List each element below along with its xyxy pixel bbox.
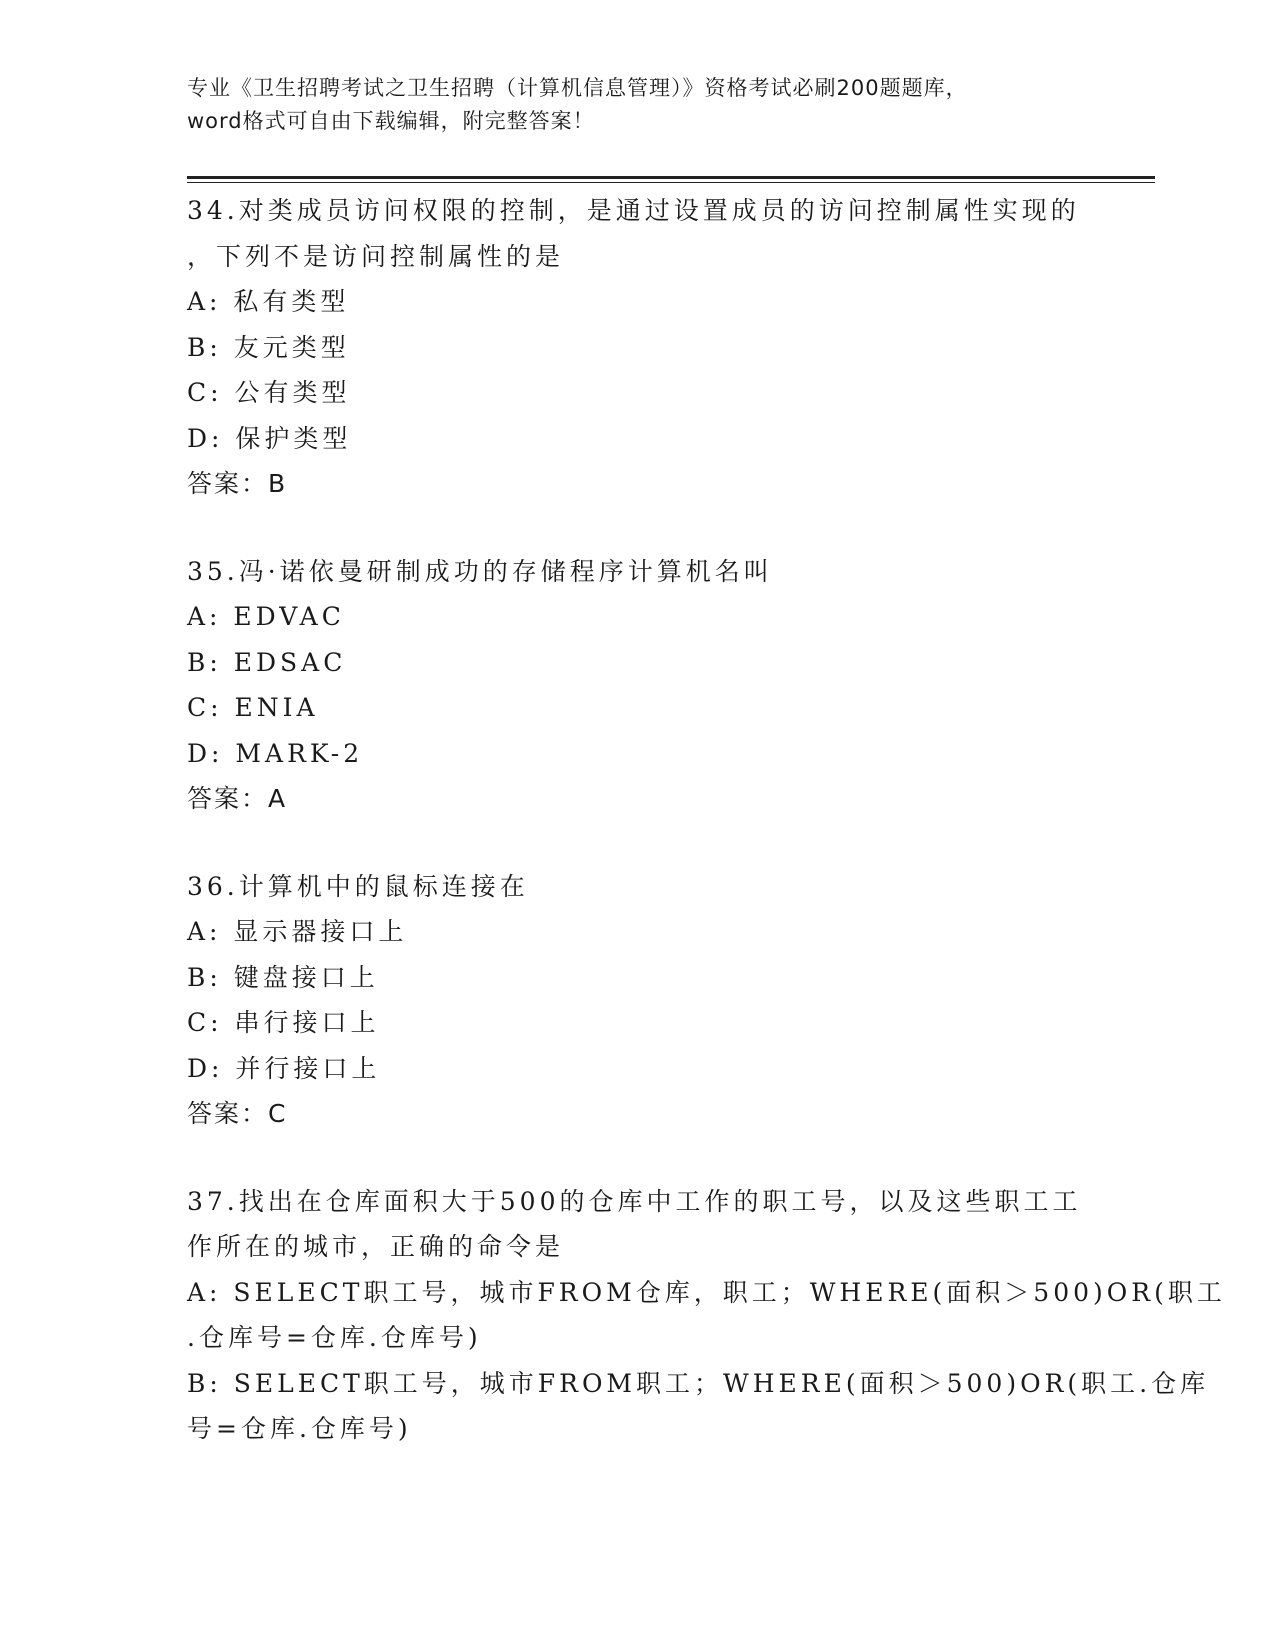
- option-a: A: EDVAC: [187, 602, 345, 631]
- option-a-continued: .仓库号=仓库.仓库号): [187, 1323, 482, 1352]
- option-d: D: 保护类型: [187, 423, 352, 453]
- header-line-1: 专业《卫生招聘考试之卫生招聘（计算机信息管理）》资格考试必刷200题题库，: [187, 76, 968, 100]
- document-header: [187, 72, 1087, 138]
- option-a: A: SELECT职工号，城市FROM仓库，职工；WHERE(面积＞500)OR(职工: [187, 1277, 1226, 1307]
- question-37: [187, 1179, 1226, 1452]
- option-a: A: 私有类型: [187, 287, 350, 316]
- option-c: C: ENIA: [187, 693, 319, 722]
- question-text: 作所在的城市，正确的命令是: [187, 1232, 565, 1261]
- question-text: 37.找出在仓库面积大于500的仓库中工作的职工号，以及这些职工工: [187, 1186, 1082, 1216]
- option-c: C: 公有类型: [187, 378, 351, 407]
- question-list: [187, 188, 1226, 1494]
- header-divider-thin: [187, 182, 1155, 183]
- question-36: [187, 864, 1087, 1137]
- question-34: [187, 188, 1087, 507]
- option-d: D: 并行接口上: [187, 1053, 381, 1083]
- option-a: A: 显示器接口上: [187, 917, 408, 946]
- answer: 答案：C: [187, 1099, 288, 1128]
- option-d: D: MARK-2: [187, 738, 364, 768]
- option-b: B: 键盘接口上: [187, 962, 379, 992]
- header-divider-thick: [187, 176, 1155, 179]
- answer: 答案：A: [187, 784, 288, 813]
- option-b-continued: 号=仓库.仓库号): [187, 1414, 412, 1443]
- question-text: 36.计算机中的鼠标连接在: [187, 871, 529, 901]
- option-b: B: EDSAC: [187, 647, 347, 677]
- option-c: C: 串行接口上: [187, 1008, 380, 1037]
- option-b: B: 友元类型: [187, 332, 350, 362]
- question-text: ，下列不是访问控制属性的是: [187, 241, 565, 271]
- answer: 答案：B: [187, 469, 288, 498]
- question-text: 34.对类成员访问权限的控制，是通过设置成员的访问控制属性实现的: [187, 196, 1080, 225]
- option-b: B: SELECT职工号，城市FROM职工；WHERE(面积＞500)OR(职工.仓库: [187, 1368, 1210, 1398]
- header-line-2: word格式可自由下载编辑，附完整答案！: [187, 109, 595, 133]
- question-text: 35.冯·诺依曼研制成功的存储程序计算机名叫: [187, 556, 773, 586]
- question-35: [187, 549, 1087, 822]
